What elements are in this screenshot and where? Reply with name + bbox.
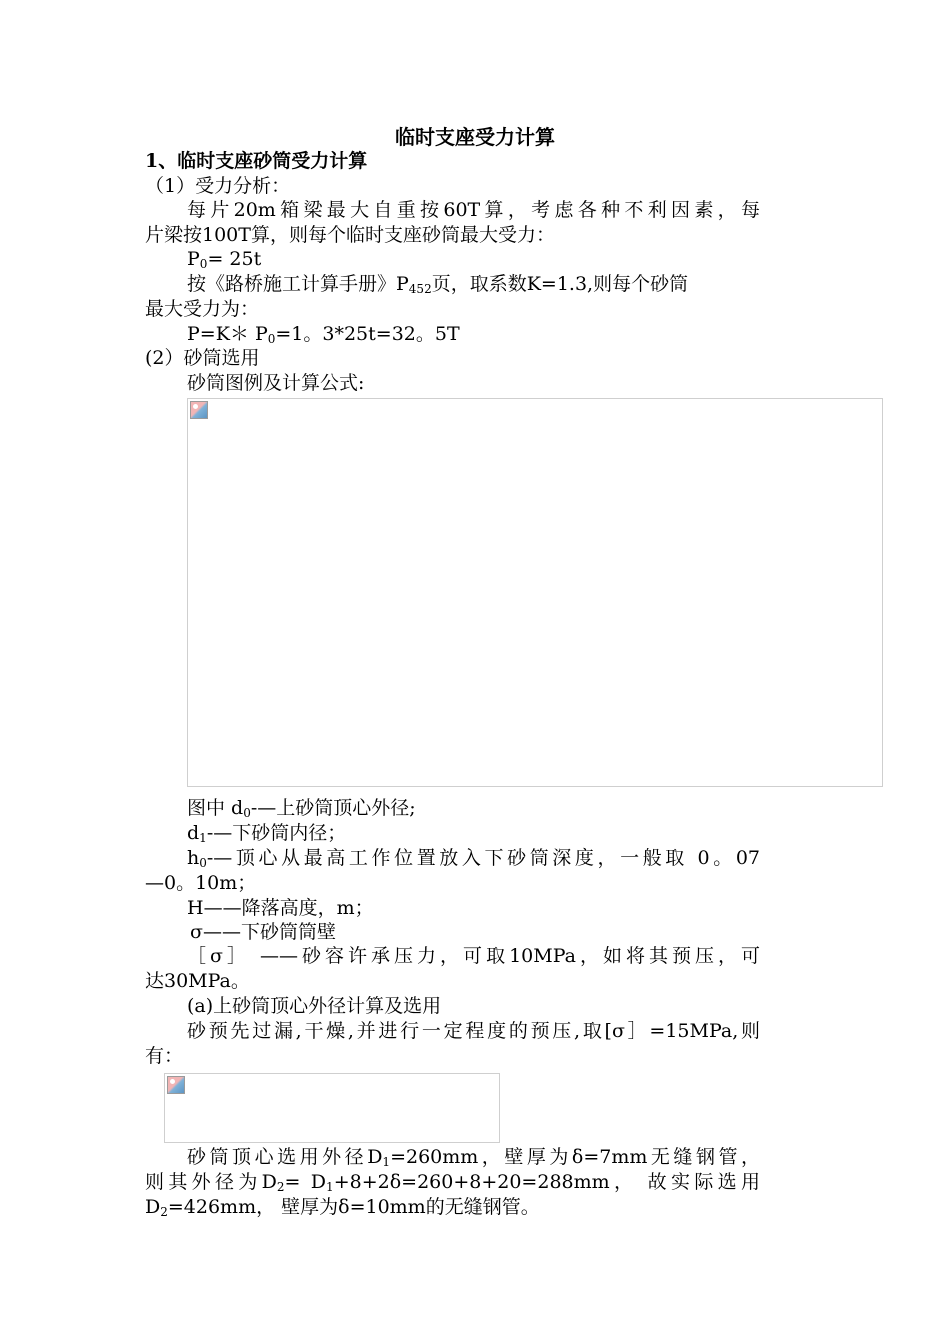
paragraph-2-line-2: 最大受力为： — [145, 298, 260, 320]
paragraph-2-line-1: 按《路桥施工计算手册》$P_{452}$页，取系数K=1.3,则每个砂筒 — [187, 273, 689, 296]
definition-h0-line-2: —0。10m； — [145, 872, 257, 894]
paragraph-1-line-1: 每片20m箱梁最大自重按60T算，考虑各种不利因素，每 — [187, 199, 760, 221]
subsection-sand-cylinder: (2）砂筒选用 — [145, 347, 260, 369]
final-line-2: 则其外径为$D_2= D_1+8+2\delta=260+8+20=288mm$， 故实际选用 — [145, 1171, 760, 1194]
p-formula: P=K＊ $P_0=1$。3*25t=32。5T — [187, 323, 460, 346]
definition-h0-line-1: $h_0-—$顶心从最高工作位置放入下砂筒深度，一般取 0。07 — [187, 847, 760, 870]
broken-image-icon — [190, 401, 208, 419]
definition-d0: 图中 $d_0-—$上砂筒顶心外径; — [187, 797, 416, 820]
figure-placeholder — [187, 398, 883, 787]
broken-image-icon — [167, 1076, 185, 1094]
section-a-heading: (a)上砂筒顶心外径计算及选用 — [187, 995, 442, 1017]
page-title: 临时支座受力计算 — [395, 125, 555, 149]
definition-H: H——降落高度，m； — [187, 897, 374, 919]
subsection-force-analysis: （1）受力分析： — [145, 175, 291, 197]
paragraph-a-line-1: 砂预先过漏,干燥,并进行一定程度的预压,取[σ］=15MPa,则 — [187, 1020, 760, 1042]
definition-d1: $d_1-—$下砂筒内径； — [187, 822, 347, 845]
final-line-3: $D_2=426mm$， 壁厚为δ=10mm的无缝钢管。 — [145, 1196, 540, 1219]
formula-image-placeholder — [164, 1073, 500, 1143]
definition-sigma: σ——下砂筒筒壁 — [190, 921, 336, 943]
paragraph-1-line-2: 片梁按100T算，则每个临时支座砂筒最大受力： — [145, 224, 555, 246]
final-line-1: 砂筒顶心选用外径$D_1=260mm$，壁厚为δ=7mm无缝钢管， — [187, 1146, 760, 1169]
p0-value: $P_0= 25t$ — [187, 248, 262, 271]
figure-caption: 砂筒图例及计算公式: — [187, 372, 365, 394]
definition-allow-line-1: ［σ］ ——砂容许承压力，可取10MPa，如将其预压，可 — [187, 945, 760, 967]
section-heading-1: 1、临时支座砂筒受力计算 — [145, 150, 368, 172]
paragraph-a-line-2: 有： — [145, 1045, 184, 1067]
definition-allow-line-2: 达30MPa。 — [145, 970, 250, 992]
